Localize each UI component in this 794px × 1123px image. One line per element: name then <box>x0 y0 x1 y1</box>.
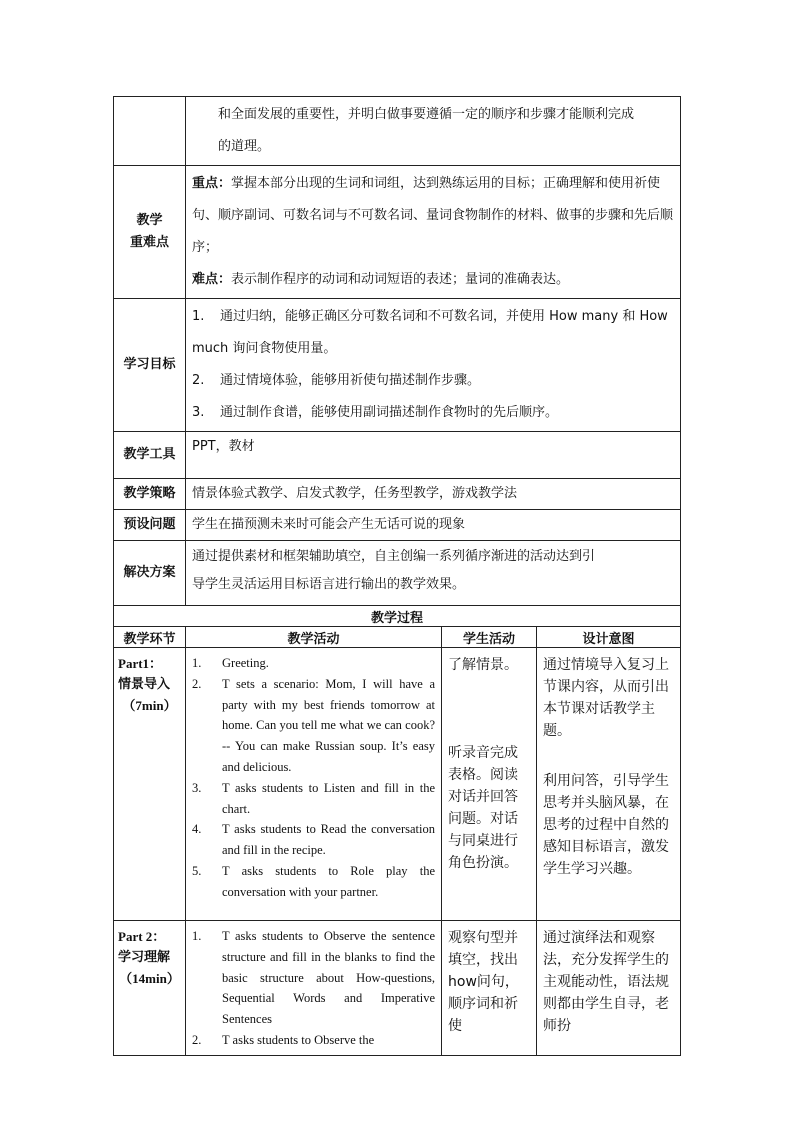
problem-row <box>114 510 681 541</box>
part2-design-intent: 通过演绎法和观察法，充分发挥学生的主观能动性，语法规则都由学生自寻，老师扮 <box>537 921 681 1056</box>
part1-row <box>114 648 681 921</box>
lesson-plan-table <box>113 96 681 1056</box>
activity-item: 1. Greeting. <box>192 656 269 670</box>
tools-row <box>114 432 681 479</box>
tools-label: 教学工具 <box>114 432 186 479</box>
strategy-row <box>114 479 681 510</box>
continuation-row <box>114 97 681 166</box>
process-title: 教学过程 <box>114 606 681 627</box>
objective-item: 1. 通过归纳，能够正确区分可数名词和不可数名词，并使用 How many 和 How much 询问食物使用量。 <box>192 309 668 356</box>
activity-item: 1. T asks students to Observe the sentence structure and fill in the blanks to find the basic structure about How-questions, Sequential Words and Imperative Sentences <box>192 929 435 1027</box>
header-teacher-activity: 教学活动 <box>186 627 442 648</box>
strategy-content: 情景体验式教学、启发式教学，任务型教学，游戏教学法 <box>186 479 681 510</box>
solution-label: 解决方案 <box>114 541 186 606</box>
continuation-text: 和全面发展的重要性，并明白做事要遵循一定的顺序和步骤才能顺利完成 的道理。 <box>186 97 681 166</box>
solution-row <box>114 541 681 606</box>
key-points: 重点：掌握本部分出现的生词和词组，达到熟练运用的目标；正确理解和使用祈使句、顺序副词、可数名词与不可数名词、量词食物制作的材料、做事的步骤和先后顺序； <box>192 176 674 255</box>
problem-content: 学生在描预测未来时可能会产生无话可说的现象 <box>186 510 681 541</box>
objective-item: 3. 通过制作食谱，能够使用副词描述制作食物时的先后顺序。 <box>192 405 559 420</box>
objectives-label: 学习目标 <box>114 299 186 432</box>
hard-points: 难点：表示制作程序的动词和动词短语的表述；量词的准确表达。 <box>192 272 570 287</box>
difficulty-content <box>186 166 681 299</box>
part1-stage: Part1： 情景导入 （7min） <box>114 648 186 921</box>
difficulty-label: 教学 重难点 <box>114 166 186 299</box>
activity-item: 2. T asks students to Observe the <box>192 1032 375 1047</box>
part1-student-activity: 了解情景。 听录音完成表格。阅读对话并回答问题。对话与同桌进行角色扮演。 <box>442 648 537 921</box>
tools-content: PPT，教材 <box>186 432 681 479</box>
objectives-content <box>186 299 681 432</box>
header-student-activity: 学生活动 <box>442 627 537 648</box>
process-title-row <box>114 606 681 627</box>
lesson-plan-page <box>113 96 680 1056</box>
activity-item: 4. T asks students to Read the conversation and fill in the recipe. <box>192 822 435 858</box>
activity-item: 2. T sets a scenario: Mom, I will have a party with my best friends tomorrow at home. Can you tell me what we can cook? -- You can make Russian soup. It’s easy and delicious. <box>192 676 435 774</box>
part1-activities <box>186 648 442 921</box>
objective-item: 2. 通过情境体验，能够用祈使句描述制作步骤。 <box>192 373 481 388</box>
part2-student-activity: 观察句型并填空，找出how问句，顺序词和祈使 <box>442 921 537 1056</box>
header-design-intent: 设计意图 <box>537 627 681 648</box>
problem-label: 预设问题 <box>114 510 186 541</box>
part2-stage: Part 2： 学习理解 （14min） <box>114 921 186 1056</box>
strategy-label: 教学策略 <box>114 479 186 510</box>
process-header-row <box>114 627 681 648</box>
part2-activities <box>186 921 442 1056</box>
activity-item: 3. T asks students to Listen and fill in the chart. <box>192 780 435 816</box>
part2-row <box>114 921 681 1056</box>
solution-content: 通过提供素材和框架辅助填空，自主创编一系列循序渐进的活动达到引 导学生灵活运用目标语言进行输出的教学效果。 <box>186 541 681 606</box>
header-stage: 教学环节 <box>114 627 186 648</box>
objectives-row <box>114 299 681 432</box>
difficulty-row <box>114 166 681 299</box>
activity-item: 5. T asks students to Role play the conversation with your partner. <box>192 863 435 899</box>
empty-label-cell <box>114 97 186 166</box>
part1-design-intent: 通过情境导入复习上节课内容，从而引出本节课对话教学主题。 利用问答，引导学生思考并头脑风暴，在思考的过程中自然的感知目标语言，激发学生学习兴趣。 <box>537 648 681 921</box>
